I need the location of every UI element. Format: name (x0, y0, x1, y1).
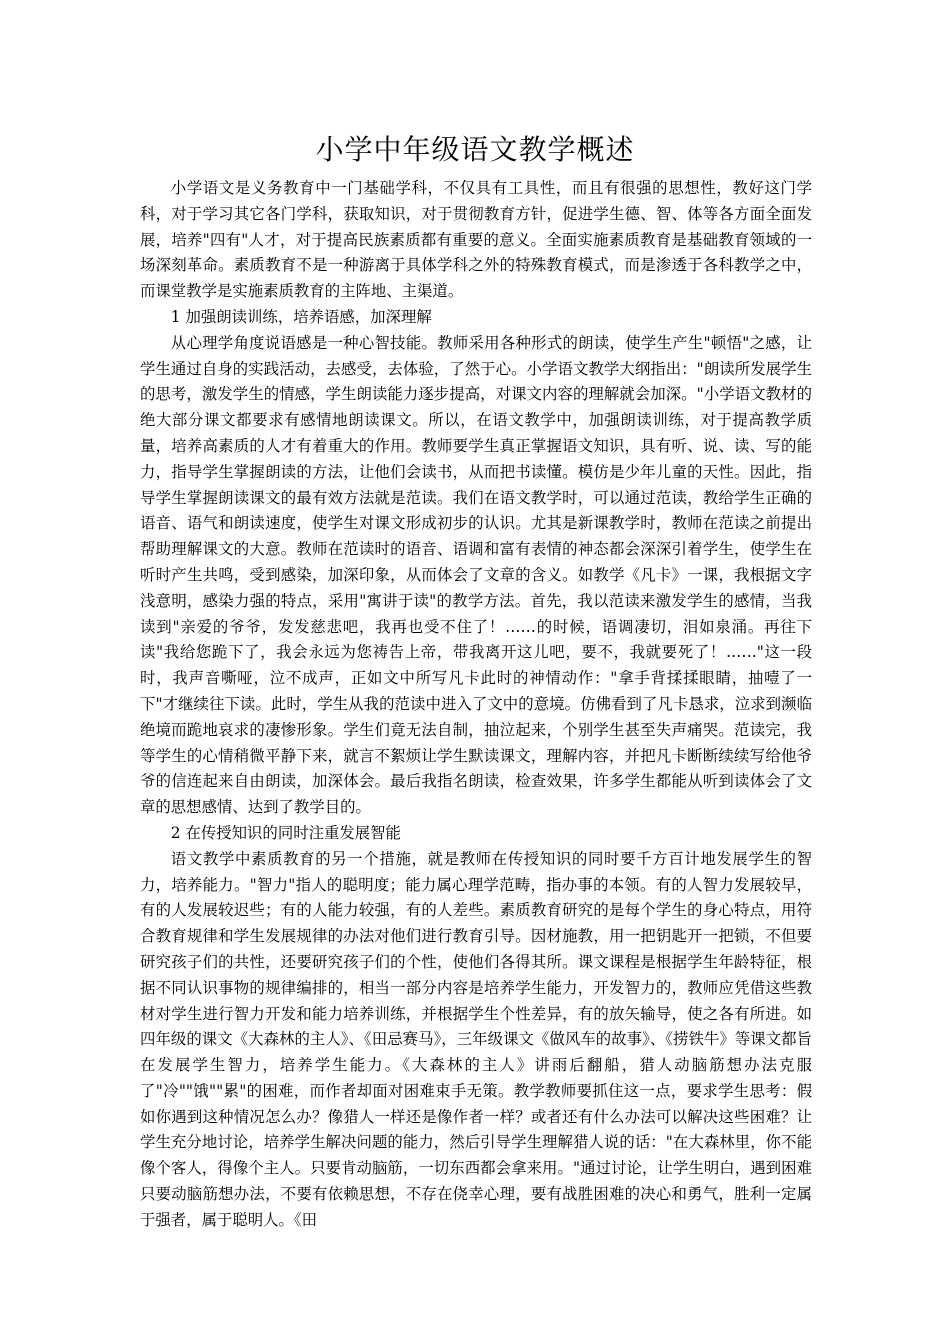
document-title: 小学中年级语文教学概述 (315, 133, 635, 166)
document-body (140, 176, 812, 1234)
section-2-paragraph: 语文教学中素质教育的另一个措施，就是教师在传授知识的同时要千方百计地发展学生的智力，培养能力。"智力"指人的聪明度；能力属心理学范畴，指办事的本领。有的人智力发展较早，有的人发展较迟些；有的人能力较强，有的人差些。素质教育研究的是每个学生的身心特点，用符合教育规律和学生发展规律的办法对他们进行教育引导。因材施教，用一把钥匙开一把锁，不但要研究孩子们的共性，还要研究孩子们的个性，使他们各得其所。课文课程是根据学生年龄特征，根据不同认识事物的规律编排的，相当一部分内容是培养学生能力，开发智力的，教师应凭借这些教材对学生进行智力开发和能力培养训练，并根据学生个性差异，有的放矢输导，使之各有所进。如四年级的课文《大森林的主人》、《田忌赛马》，三年级课文《做风车的故事》、《捞铁牛》等课文都旨在发展学生智力，培养学生能力。《大森林的主人》讲雨后翻船，猎人动脑筋想办法克服了"冷""饿""累"的困难，而作者却面对困难束手无策。教学教师要抓住这一点，要求学生思考：假如你遇到这种情况怎么办？像猎人一样还是像作者一样？或者还有什么办法可以解决这些困难？让学生充分地讨论，培养学生解决问题的能力，然后引导学生理解猎人说的话："在大森林里，你不能像个客人，得像个主人。只要肯动脑筋，一切东西都会拿来用。"通过讨论，让学生明白，遇到困难只要动脑筋想办法，不要有依赖思想，不存在侥幸心理，要有战胜困难的决心和勇气，胜利一定属于强者，属于聪明人。《田 (140, 849, 812, 1229)
section-heading-1: 1 加强朗读训练，培养语感，加深理解 (170, 307, 432, 326)
section-1-paragraph: 从心理学角度说语感是一种心智技能。教师采用各种形式的朗读，使学生产生"顿悟"之感，让学生通过自身的实践活动，去感受，去体验，了然于心。小学语文教学大纲指出："朗读所发展学生的思考，激发学生的情感，学生朗读能力逐步提高，对课文内容的理解就会加深。"小学语文教材的绝大部分课文都要求有感情地朗读课文。所以，在语文教学中，加强朗读训练，对于提高教学质量，培养高素质的人才有着重大的作用。教师要学生真正掌握语文知识，具有听、说、读、写的能力，指导学生掌握朗读的方法，让他们会读书，从而把书读懂。模仿是少年儿童的天性。因此，指导学生掌握朗读课文的最有效方法就是范读。我们在语文教学时，可以通过范读，教给学生正确的语音、语气和朗读速度，使学生对课文形成初步的认识。尤其是新课教学时，教师在范读之前提出帮助理解课文的大意。教师在范读时的语音、语调和富有表情的神态都会深深引着学生，使学生在听时产生共鸣，受到感染，加深印象，从而体会了文章的含义。如教学《凡卡》一课，我根据文字浅意明，感染力强的特点，采用"寓讲于读"的教学方法。首先，我以范读来激发学生的感情，当我读到"亲爱的爷爷，发发慈悲吧，我再也受不住了！……的时候，语调凄切，泪如泉涌。再往下读"我给您跪下了，我会永远为您祷告上帝，带我离开这儿吧，要不，我就要死了！……"这一段时，我声音嘶哑，泣不成声，正如文中所写凡卡此时的神情动作："拿手背揉揉眼睛，抽噎了一下"才继续往下读。此时，学生从我的范读中进入了文中的意境。仿佛看到了凡卡恳求，泣求到濒临绝境而跪地哀求的凄惨形象。学生们竟无法自制，抽泣起来，个别学生甚至失声痛哭。范读完，我等学生的心情稍微平静下来，就言不絮烦让学生默读课文，理解内容，并把凡卡断断续续写给他爷爷的信连起来自由朗读，加深体会。最后我指名朗读，检查效果，许多学生都能从听到读体会了文章的思想感情、达到了教学目的。 (140, 333, 812, 817)
intro-paragraph: 小学语文是义务教育中一门基础学科，不仅具有工具性，而且有很强的思想性，教好这门学科，对于学习其它各门学科，获取知识，对于贯彻教育方针，促进学生德、智、体等各方面全面发展，培养"四有"人才，对于提高民族素质都有重要的意义。全面实施素质教育是基础教育领域的一场深刻革命。素质教育不是一种游离于具体学科之外的特殊教育模式，而是渗透于各科教学之中，而课堂教学是实施素质教育的主阵地、主渠道。 (140, 179, 812, 301)
section-heading-2: 2 在传授知识的同时注重发展智能 (170, 823, 401, 842)
